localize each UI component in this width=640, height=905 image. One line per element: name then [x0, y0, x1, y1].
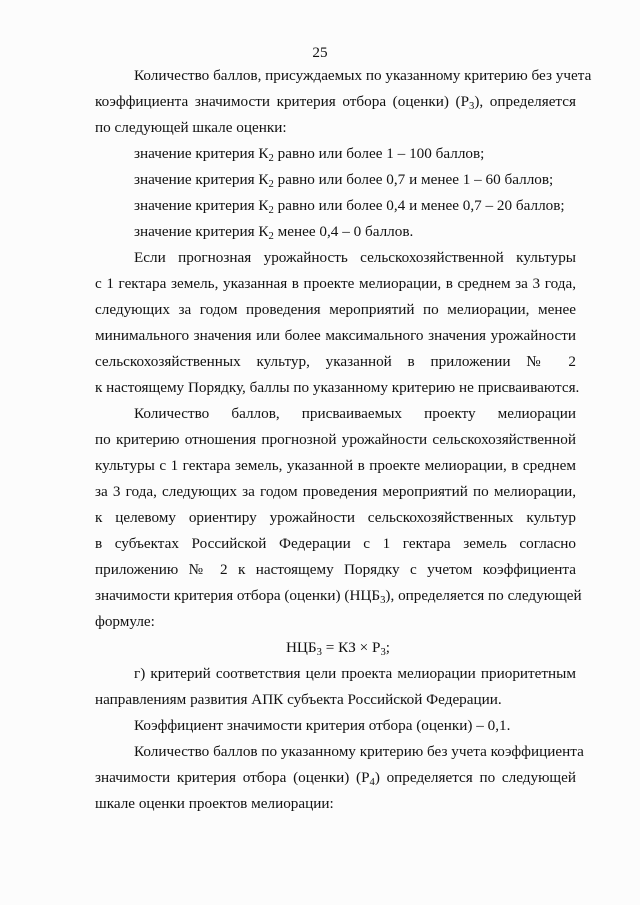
paragraph-line: Количество баллов, присваиваемых проекту мелиорации: [134, 405, 576, 422]
page-number: 25: [312, 44, 328, 61]
paragraph-line: следующих за годом проведения мероприятий по мелиорации, менее: [95, 301, 576, 318]
scale-item: значение критерия $К_2$ равно или более 0,7 и менее 1 – 60 баллов;: [134, 171, 554, 191]
paragraph-line: по следующей шкале оценки:: [95, 119, 287, 136]
paragraph-line: значимости критерия отбора (оценки) $(НЦБ_3)$, определяется по следующей: [95, 587, 582, 607]
paragraph-line: сельскохозяйственных культур, указанной в приложении № 2: [95, 353, 576, 370]
paragraph-line: приложению № 2 к настоящему Порядку с учетом коэффициента: [95, 561, 576, 578]
paragraph-line: культуры с 1 гектара земель, указанной в проекте мелиорации, в среднем: [95, 457, 576, 474]
paragraph-line: в субъектах Российской Федерации с 1 гектара земель согласно: [95, 535, 576, 552]
paragraph-line: с 1 гектара земель, указанная в проекте мелиорации, в среднем за 3 года,: [95, 275, 576, 292]
paragraph-line: Количество баллов, присуждаемых по указанному критерию без учета: [134, 67, 592, 84]
paragraph-line: за 3 года, следующих за годом проведения мероприятий по мелиорации,: [95, 483, 576, 500]
paragraph-line: к целевому ориентиру урожайности сельскохозяйственных культур: [95, 509, 576, 526]
paragraph-line: к настоящему Порядку, баллы по указанному критерию не присваиваются.: [95, 379, 580, 396]
paragraph-line: значимости критерия отбора (оценки) $(Р_4)$ определяется по следующей: [95, 769, 576, 789]
paragraph-line: формуле:: [95, 613, 155, 630]
paragraph-line: Если прогнозная урожайность сельскохозяйственной культуры: [134, 249, 576, 266]
paragraph-line: г) критерий соответствия цели проекта мелиорации приоритетным: [134, 665, 576, 682]
paragraph-line: по критерию отношения прогнозной урожайности сельскохозяйственной: [95, 431, 576, 448]
paragraph-line: шкале оценки проектов мелиорации:: [95, 795, 334, 812]
scale-item: значение критерия $К_2$ равно или более 0,4 и менее 0,7 – 20 баллов;: [134, 197, 565, 217]
paragraph-line: минимального значения или более максимального значения урожайности: [95, 327, 576, 344]
formula: $НЦБ_3$ = КЗ × $Р_3$;: [285, 639, 391, 659]
paragraph-line: Количество баллов по указанному критерию без учета коэффициента: [134, 743, 584, 760]
paragraph-line: коэффициента значимости критерия отбора (оценки) $(Р_3)$, определяется: [95, 93, 576, 113]
scale-item: значение критерия $К_2$ менее 0,4 – 0 баллов.: [134, 223, 414, 243]
paragraph-line: Коэффициент значимости критерия отбора (оценки) – 0,1.: [134, 717, 511, 734]
scale-item: значение критерия $К_2$ равно или более 1 – 100 баллов;: [134, 145, 485, 165]
paragraph-line: направлениям развития АПК субъекта Российской Федерации.: [95, 691, 502, 708]
